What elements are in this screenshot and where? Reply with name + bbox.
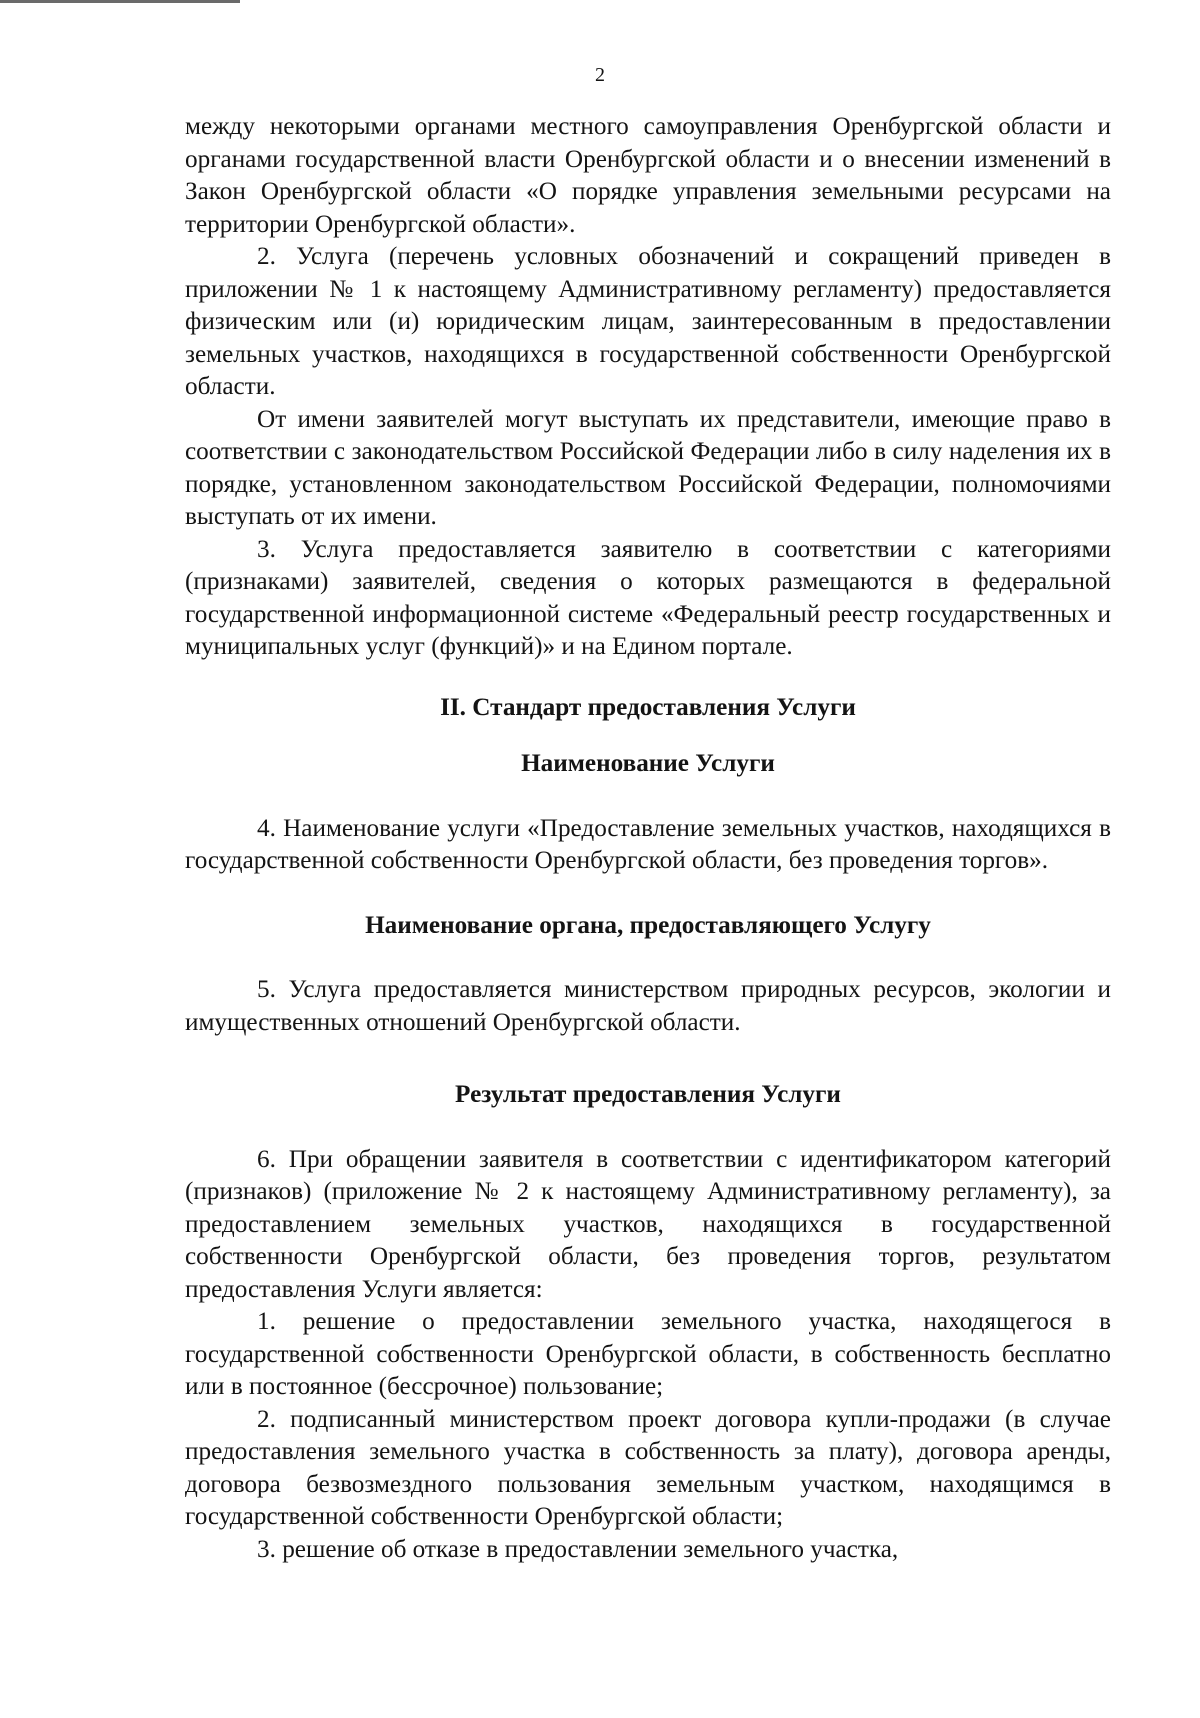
heading-section-2: II. Стандарт предоставления Услуги (440, 693, 856, 721)
paragraph-item-5: 5. Услуга предоставляется министерством природных ресурсов, экологии и имущественных отношений Оренбургской области. (185, 976, 1111, 1036)
paragraph-item-3: 3. Услуга предоставляется заявителю в соответствии с категориями (признаками) заявителей, сведения о которых размещаются в федеральной государственной информационной системе «Федеральный реестр государственных и муниципальных услуг (функций)» и на Едином портале. (185, 535, 1111, 660)
paragraph-item-2: 2. Услуга (перечень условных обозначений и сокращений приведен в приложении № 1 к настоящему Административному регламенту) предоставляется физическим или (и) юридическим лицам, заинтересованным в предоставлении земельных участков, находящихся в государственной собственности Оренбургской области. (185, 243, 1111, 400)
heading-service-name: Наименование Услуги (521, 750, 775, 777)
list-item-result-3: 3. решение об отказе в предоставлении земельного участка, (257, 1535, 899, 1563)
paragraph-representatives: От имени заявителей могут выступать их представители, имеющие право в соответствии с законодательством Российской Федерации либо в силу наделения их в порядке, установленном законодательством Российской Федерации, полномочиями выступать от их имени. (185, 405, 1111, 530)
page-number: 2 (595, 64, 605, 86)
paragraph-intro-continuation: между некоторыми органами местного самоуправления Оренбургской области и органами государственной власти Оренбургской области и о внесении изменений в Закон Оренбургской области «О порядке управления земельными ресурсами на территории Оренбургской области». (185, 113, 1111, 238)
paragraph-item-4: 4. Наименование услуги «Предоставление земельных участков, находящихся в государственной собственности Оренбургской области, без проведения торгов». (185, 814, 1111, 874)
list-item-result-2: 2. подписанный министерством проект договора купли-продажи (в случае предоставления земельного участка в собственность за плату), договора аренды, договора безвозмездного пользования земельным участком, находящимся в государственной собственности Оренбургской области; (185, 1405, 1111, 1530)
heading-authority: Наименование органа, предоставляющего Услугу (365, 911, 931, 939)
scan-edge-mark (0, 0, 240, 3)
list-item-result-1: 1. решение о предоставлении земельного участка, находящегося в государственной собственности Оренбургской области, в собственность бесплатно или в постоянное (бессрочное) пользование; (185, 1308, 1111, 1400)
document-body (185, 111, 1111, 1566)
paragraph-item-6: 6. При обращении заявителя в соответствии с идентификатором категорий (признаков) (приложение № 2 к настоящему Административному регламенту), за предоставлением земельных участков, находящихся в государственной собственности Оренбургской области, без проведения торгов, результатом предоставления Услуги является: (185, 1145, 1111, 1303)
heading-result: Результат предоставления Услуги (455, 1081, 841, 1108)
